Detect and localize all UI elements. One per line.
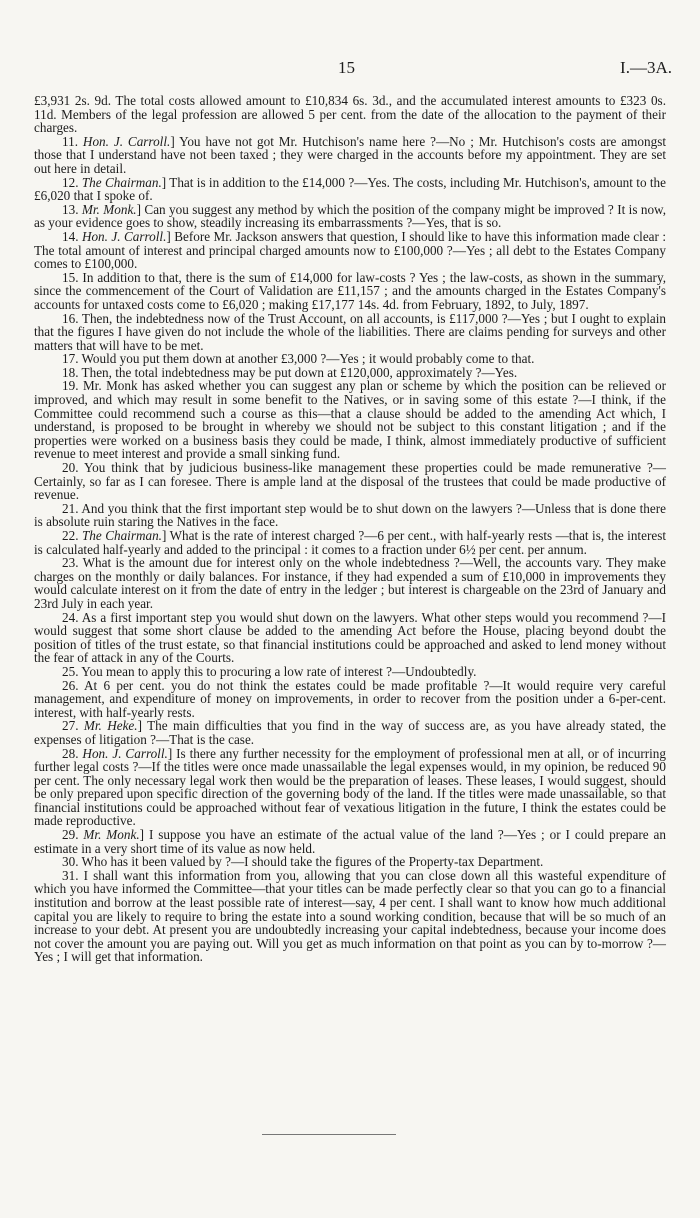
paragraph: 11. Hon. J. Carroll.] You have not got Mr. Hutchison's name here ?—No ; Mr. Hutchison's costs are amongst those that I understand have not been taxed ; they were charged in the accounts before my appointment. They are set out here in detail. [34,133,667,176]
paragraph: 26. At 6 per cent. you do not think the estates could be made profitable ?—It would require very careful management, and expenditure of money on improvements, in order to recover from the position under a 6-per-cent. interest, with half-yearly rests. [34,677,666,720]
paragraph: 19. Mr. Monk has asked whether you can suggest any plan or scheme by which the position can be relieved or improved, and which may result in some benefit to the Natives, or in saving some of this estate ?—I think, if the Committee could recommend such a course as this—that a clause should be added to the amending Act which, I understand, is proposed to be brought in whereby we should not be subject to this constant litigation ; and if the properties were worked on a business basis they could be made, I think, almost immediately productive of sufficient revenue to meet interest and provide a small sinking fund. [34,378,666,462]
paragraph: 28. Hon. J. Carroll.] Is there any further necessity for the employment of professional men at all, or of incurring further legal costs ?—If the titles were once made unassailable the legal expenses would, in my opinion, be reduced 90 per cent. The only necessary legal work then would be the preparation of leases. These leases, I would suggest, should be only prepared upon specific direction of the governing body of the land. If the titles were made unassailable, so that financial institutions could be approached without fear of vexatious litigation in the future, I think the estates could be made reproductive. [34,745,666,829]
paragraph: 24. As a first important step you would shut down on the lawyers. What other steps would you recommend ?—I would suggest that some short clause be added to the amending Act before the House, placing beyond doubt the position of titles of the trust estate, so that financial institutions could be approached and asked to lend money without the fear of attack in any of the Courts. [34,609,666,666]
document-reference: I.—3A. [620,58,672,77]
paragraph: 21. And you think that the first important step would be to shut down on the lawyers ?—Unless that is done there is absolute ruin staring the Natives in the face. [34,500,666,530]
paragraph: 22. The Chairman.] What is the rate of interest charged ?—6 per cent., with half-yearly rests —that is, the interest is calculated half-yearly and added to the principal : it comes to a fraction under 6½ per cent. per annum. [34,528,666,557]
paragraph: 17. Would you put them down at another £3,000 ?—Yes ; it would probably come to that. [62,351,535,367]
paragraph: 16. Then, the indebtedness now of the Trust Account, on all accounts, is £117,000 ?—Yes ; but I ought to explain that the figures I have given do not include the whole of the liabilities. There are claims pending for surveys and other matters that will have to be met. [34,310,666,353]
paragraph: 25. You mean to apply this to procuring a low rate of interest ?—Undoubtedly. [62,663,477,679]
paragraph: 14. Hon. J. Carroll.] Before Mr. Jackson answers that question, I should like to have this information made clear : The total amount of interest and principal charged amounts now to £100,000 ?—Yes ; all debt to the Estates Company comes to £100,000. [34,228,667,272]
paragraph: 30. Who has it been valued by ?—I should take the figures of the Property-tax Department. [62,854,544,870]
end-rule [262,1134,396,1135]
paragraph: 18. Then, the total indebtedness may be put down at £120,000, approximately ?—Yes. [62,364,518,380]
paragraph: 31. I shall want this information from you, allowing that you can close down all this wasteful expenditure of which you have informed the Committee—that your titles can be made perfectly clear so that you can go to a financial institution and borrow at the least possible rate of interest—say, 4 per cent. I shall want to know how much additional capital you are likely to require to bring the estate into a sound working condition, because that will be so much of an increase to your debt. At present you are undoubtedly increasing your capital indebtedness, because your income does not cover the amount you are paying out. Will you get as much information on that point as you can by to-morrow ?—Yes ; I will get that information. [34,867,666,965]
body-text [34,94,666,964]
paragraph: 27. Mr. Heke.] The main difficulties that you find in the way of success are, as you have already stated, the expenses of litigation ?—That is the case. [34,718,666,747]
paragraph: 20. You think that by judicious business-like management these properties could be made remunerative ?—Certainly, so far as I can foresee. There is ample land at the disposal of the trustees that could be made productive of revenue. [34,460,666,503]
page-header [0,58,700,80]
paragraph: 13. Mr. Monk.] Can you suggest any method by which the position of the company might be improved ? It is now, as your evidence goes to show, steadily increasing its embarrassments ?—Yes, that is so. [34,201,667,231]
paragraph: 29. Mr. Monk.] I suppose you have an estimate of the actual value of the land ?—Yes ; or I could prepare an estimate in a very short time of its value as now held. [34,827,666,856]
page-number: 15 [338,58,355,77]
paragraph: 12. The Chairman.] That is in addition to the £14,000 ?—Yes. The costs, including Mr. Hutchison's, amount to the £6,020 that I spoke of. [34,174,667,204]
paragraph: 23. What is the amount due for interest only on the whole indebtedness ?—Well, the accounts vary. They make charges on the monthly or daily balances. For instance, if they had expended a sum of £10,000 in improvements they would calculate interest on it from the date of entry in the ledger ; but interest is chargeable on the 23rd of January and 23rd July in each year. [34,555,666,611]
paragraph: 15. In addition to that, there is the sum of £14,000 for law-costs ? Yes ; the law-costs, as shown in the summary, since the commencement of the Court of Validation are £11,157 ; and the amounts charged in the Estates Company's accounts for untaxed costs come to £6,020 ; making £17,177 14s. 4d. from February, 1892, to July, 1897. [34,269,666,312]
paragraph: £3,931 2s. 9d. The total costs allowed amount to £10,834 6s. 3d., and the accumulated interest amounts to £323 0s. 11d. Members of the legal profession are allowed 5 per cent. from the date of the allocation to the payment of their charges. [34,93,666,136]
